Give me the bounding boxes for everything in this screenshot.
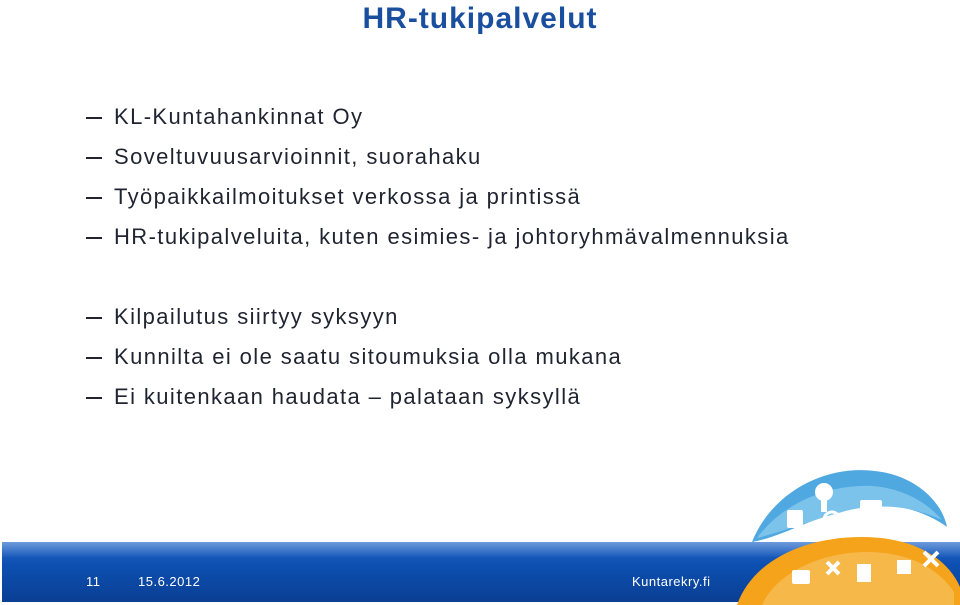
- bullet-item: Ei kuitenkaan haudata – palataan syksyllä: [86, 382, 790, 422]
- bullet-item: Työpaikkailmoitukset verkossa ja printissä: [86, 182, 790, 222]
- bullet-item: Kilpailutus siirtyy syksyyn: [86, 302, 790, 342]
- footer-site: Kuntarekry.fi: [632, 574, 711, 589]
- bullet-item: HR-tukipalveluita, kuten esimies- ja johtoryhmävalmennuksia: [86, 222, 790, 262]
- page-number: 11: [86, 574, 101, 589]
- bullet-list: [86, 102, 790, 422]
- footer-date: 15.6.2012: [138, 574, 201, 589]
- bullet-item: Kunnilta ei ole saatu sitoumuksia olla mukana: [86, 342, 790, 382]
- bullet-item: KL-Kuntahankinnat Oy: [86, 102, 790, 142]
- slide-title: HR-tukipalvelut: [362, 2, 598, 35]
- kuntarekry-logo-icon: [732, 452, 960, 605]
- bullet-item: Soveltuvuusarvioinnit, suorahaku: [86, 142, 790, 182]
